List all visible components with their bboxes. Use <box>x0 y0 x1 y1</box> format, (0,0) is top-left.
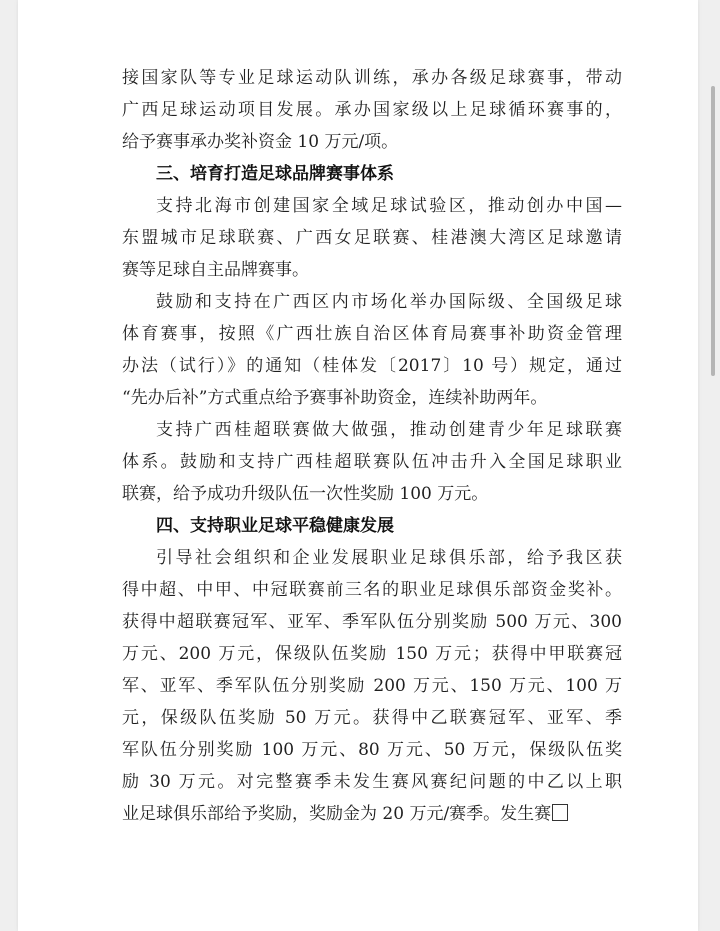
paragraph-line: 联赛，给予成功升级队伍一次性奖励 100 万元。 <box>122 484 489 504</box>
vertical-scrollbar[interactable] <box>711 86 715 376</box>
paragraph-line: 赛等足球自主品牌赛事。 <box>122 260 309 280</box>
paragraph-line: 获得中超联赛冠军、亚军、季军队伍分别奖励 500 万元、300 <box>122 612 622 632</box>
document-body <box>122 62 622 830</box>
paragraph-line: 办法（试行）》的通知（桂体发〔2017〕10 号）规定，通过 <box>122 356 622 376</box>
paragraph-line: 励 30 万元。对完整赛季未发生赛风赛纪问题的中乙以上职 <box>122 772 622 792</box>
paragraph-line: 东盟城市足球联赛、广西女足联赛、桂港澳大湾区足球邀请 <box>122 228 622 248</box>
document-page <box>18 0 698 931</box>
paragraph-line: 军队伍分别奖励 100 万元、80 万元、50 万元，保级队伍奖 <box>122 740 622 760</box>
paragraph-line: 给予赛事承办奖补资金 10 万元/项。 <box>122 132 399 152</box>
paragraph-line: 得中超、中甲、中冠联赛前三名的职业足球俱乐部资金奖补。 <box>122 580 622 600</box>
paragraph-line: 元，保级队伍奖励 50 万元。获得中乙联赛冠军、亚军、季 <box>122 708 622 728</box>
paragraph-line: 接国家队等专业足球运动队训练，承办各级足球赛事，带动 <box>122 68 622 88</box>
paragraph-line: “先办后补”方式重点给予赛事补助资金，连续补助两年。 <box>122 388 548 408</box>
paragraph-line: 引导社会组织和企业发展职业足球俱乐部，给予我区获 <box>156 548 622 568</box>
missing-glyph-box-icon <box>552 804 568 821</box>
paragraph-line: 广西足球运动项目发展。承办国家级以上足球循环赛事的， <box>122 100 622 120</box>
paragraph-line: 体系。鼓励和支持广西桂超联赛队伍冲击升入全国足球职业 <box>122 452 622 472</box>
section-heading: 四、支持职业足球平稳健康发展 <box>156 516 394 536</box>
paragraph-line-truncated <box>122 798 622 830</box>
paragraph-line: 支持广西桂超联赛做大做强，推动创建青少年足球联赛 <box>156 420 622 440</box>
paragraph-line: 万元、200 万元，保级队伍奖励 150 万元；获得中甲联赛冠 <box>122 644 622 664</box>
paragraph-line: 体育赛事，按照《广西壮族自治区体育局赛事补助资金管理 <box>122 324 622 344</box>
paragraph-line: 支持北海市创建国家全域足球试验区，推动创办中国— <box>156 196 622 216</box>
paragraph-line-text: 业足球俱乐部给予奖励，奖励金为 20 万元/赛季。发生赛 <box>122 804 552 824</box>
paragraph-line: 军、亚军、季军队伍分别奖励 200 万元、150 万元、100 万 <box>122 676 622 696</box>
paragraph-line: 鼓励和支持在广西区内市场化举办国际级、全国级足球 <box>156 292 622 312</box>
section-heading: 三、培育打造足球品牌赛事体系 <box>156 164 394 184</box>
